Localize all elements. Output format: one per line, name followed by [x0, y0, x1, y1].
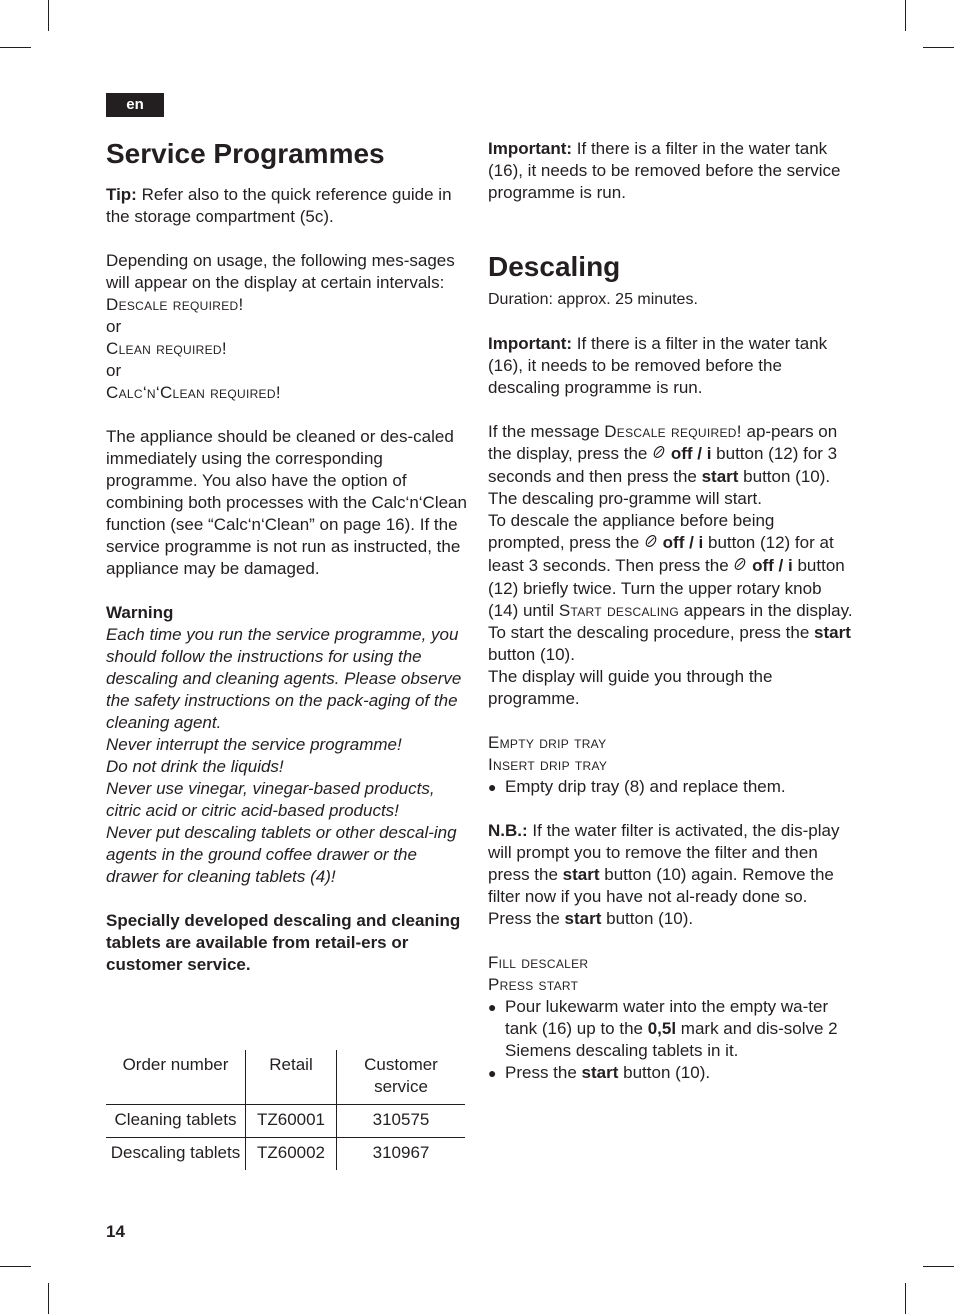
text-run: button (12) for at least 3 seconds. Then press the	[488, 533, 834, 575]
off-i-button-label: off / i	[662, 533, 704, 552]
duration-text: Duration: approx. 25 minutes.	[488, 291, 698, 308]
table-cell: TZ60002	[246, 1138, 337, 1171]
display-message-calcnclean: Calc‘n‘Clean required!	[106, 383, 281, 402]
list-item	[488, 1062, 854, 1084]
text-run: If the message	[488, 422, 605, 441]
start-procedure-paragraph	[488, 622, 854, 666]
start-button-label: start	[814, 623, 851, 642]
display-message-start-descaling: Start descaling	[558, 601, 680, 620]
display-message-press-start: Press start	[488, 975, 579, 994]
text-run: button (10) again. Remove the filter now if you have not al-ready done so. Press the	[488, 865, 834, 928]
table-row	[106, 1105, 465, 1138]
order-number-table	[106, 1050, 465, 1170]
page-number: 14	[106, 1222, 125, 1241]
important-label: Important:	[488, 334, 573, 353]
crop-mark	[923, 1266, 954, 1267]
text-run: appears in the display.	[679, 601, 853, 620]
or-text: or	[106, 317, 122, 336]
table-cell: 310967	[337, 1138, 466, 1171]
display-message-descale: Descale required!	[604, 422, 742, 441]
or-text: or	[106, 361, 122, 380]
page-title: Service Programmes	[106, 138, 385, 169]
coffee-bean-icon	[733, 556, 747, 578]
table-header: Retail	[246, 1050, 337, 1105]
crop-mark	[923, 47, 954, 48]
descale-instruction-paragraph	[488, 421, 854, 510]
text-run: ap-pears on the display, press the	[488, 422, 838, 463]
warning-heading: Warning	[106, 603, 174, 622]
crop-mark	[0, 1266, 31, 1267]
warning-line: Never use vinegar, vinegar-based products, citric acid or citric acid-based products!	[106, 779, 435, 820]
text-run: Press the	[505, 1063, 582, 1082]
table-header: Customer service	[364, 1055, 438, 1096]
left-column	[106, 138, 468, 976]
important-text: If there is a filter in the water tank (16), it needs to be removed before the descaling programme is run.	[488, 334, 828, 397]
nb-paragraph	[488, 820, 854, 930]
text-run: To descale the appliance before being prompted, press the	[488, 511, 775, 552]
table-header: Order number	[106, 1050, 246, 1105]
crop-mark	[48, 1283, 49, 1314]
coffee-bean-icon	[644, 533, 658, 555]
section-title-descaling: Descaling	[488, 251, 621, 282]
text-run: button (10).	[488, 645, 575, 664]
display-message-fill-descaler: Fill descaler	[488, 953, 589, 972]
tip-label: Tip:	[106, 185, 137, 204]
off-i-button-label: off / i	[752, 556, 793, 575]
text-run: button (12) for 3 seconds and then press the	[488, 444, 838, 486]
display-message-clean: Clean required!	[106, 339, 227, 358]
text-run: mark and dis-solve 2 Siemens descaling tablets in it.	[505, 1019, 838, 1060]
list-item: ● Empty drip tray (8) and replace them.	[488, 776, 854, 798]
fill-mark-label: 0,5l	[647, 1019, 677, 1038]
crop-mark	[0, 47, 31, 48]
text-run: button (10).	[601, 909, 694, 928]
table-cell: Cleaning tablets	[106, 1105, 246, 1138]
crop-mark	[905, 0, 906, 31]
display-message-descale: Descale required!	[106, 295, 244, 314]
text-run: Pour lukewarm water into the empty wa-ter tank (16) up to the	[505, 997, 829, 1038]
text-run: To start the descaling procedure, press the	[488, 623, 815, 642]
display-message-empty-drip-tray: Empty drip tray	[488, 733, 607, 752]
nb-label: N.B.:	[488, 821, 528, 840]
intro-paragraph: Depending on usage, the following mes-sages will appear on the display at certain intervals:	[106, 251, 455, 292]
early-descale-paragraph	[488, 510, 854, 622]
important-text: If there is a filter in the water tank (16), it needs to be removed before the service programme is run.	[488, 139, 841, 202]
important-label: Important:	[488, 139, 573, 158]
off-i-button-label: off / i	[670, 444, 712, 463]
warning-text: Each time you run the service programme, you should follow the instructions for using the descaling and cleaning agents. Please observe the safety instructions on the pack-aging of the cleaning agent.	[106, 625, 462, 732]
warning-line: Do not drink the liquids!	[106, 757, 284, 776]
crop-mark	[905, 1283, 906, 1314]
display-message-insert-drip-tray: Insert drip tray	[488, 755, 608, 774]
start-button-label: start	[562, 865, 600, 884]
table-cell: TZ60001	[246, 1105, 337, 1138]
text-run: If the water filter is activated, the dis-play will prompt you to remove the filter and then press the	[488, 821, 840, 884]
important-note-service	[488, 138, 854, 204]
drip-tray-steps	[488, 776, 854, 798]
start-button-label: start	[564, 909, 602, 928]
table-row	[106, 1138, 465, 1171]
text-run: button (10).	[618, 1063, 711, 1082]
language-tag: en	[106, 93, 164, 117]
table-cell: 310575	[337, 1105, 466, 1138]
tablets-availability-note: Specially developed descaling and cleaning tablets are available from retail-ers or customer service.	[106, 911, 461, 974]
descaler-steps	[488, 996, 854, 1084]
table-cell: Descaling tablets	[106, 1138, 246, 1171]
crop-mark	[48, 0, 49, 31]
service-paragraph: The appliance should be cleaned or des-caled immediately using the corresponding programme. You also have the option of combining both processes with the Calc‘n‘Clean function (see “Calc‘n‘Clean” on page 16). If the service programme is not run as instructed, the appliance may be damaged.	[106, 427, 467, 578]
list-item	[488, 996, 854, 1062]
start-button-label: start	[701, 467, 739, 486]
right-column	[488, 138, 854, 1084]
tip-paragraph	[106, 184, 468, 228]
display-guide-paragraph: The display will guide you through the programme.	[488, 667, 773, 708]
text-run: button (10). The descaling pro-gramme will start.	[488, 467, 831, 508]
text-run: button (12) briefly twice. Turn the upper rotary knob (14) until	[488, 556, 845, 620]
start-button-label: start	[581, 1063, 619, 1082]
table-header-row	[106, 1050, 465, 1105]
tip-text: Refer also to the quick reference guide in the storage compartment (5c).	[106, 185, 452, 226]
warning-line: Never put descaling tablets or other descal-ing agents in the ground coffee drawer or the drawer for cleaning tablets (4)!	[106, 823, 457, 886]
coffee-bean-icon	[652, 444, 666, 466]
important-note-descaling	[488, 333, 854, 399]
warning-line: Never interrupt the service programme!	[106, 735, 402, 754]
